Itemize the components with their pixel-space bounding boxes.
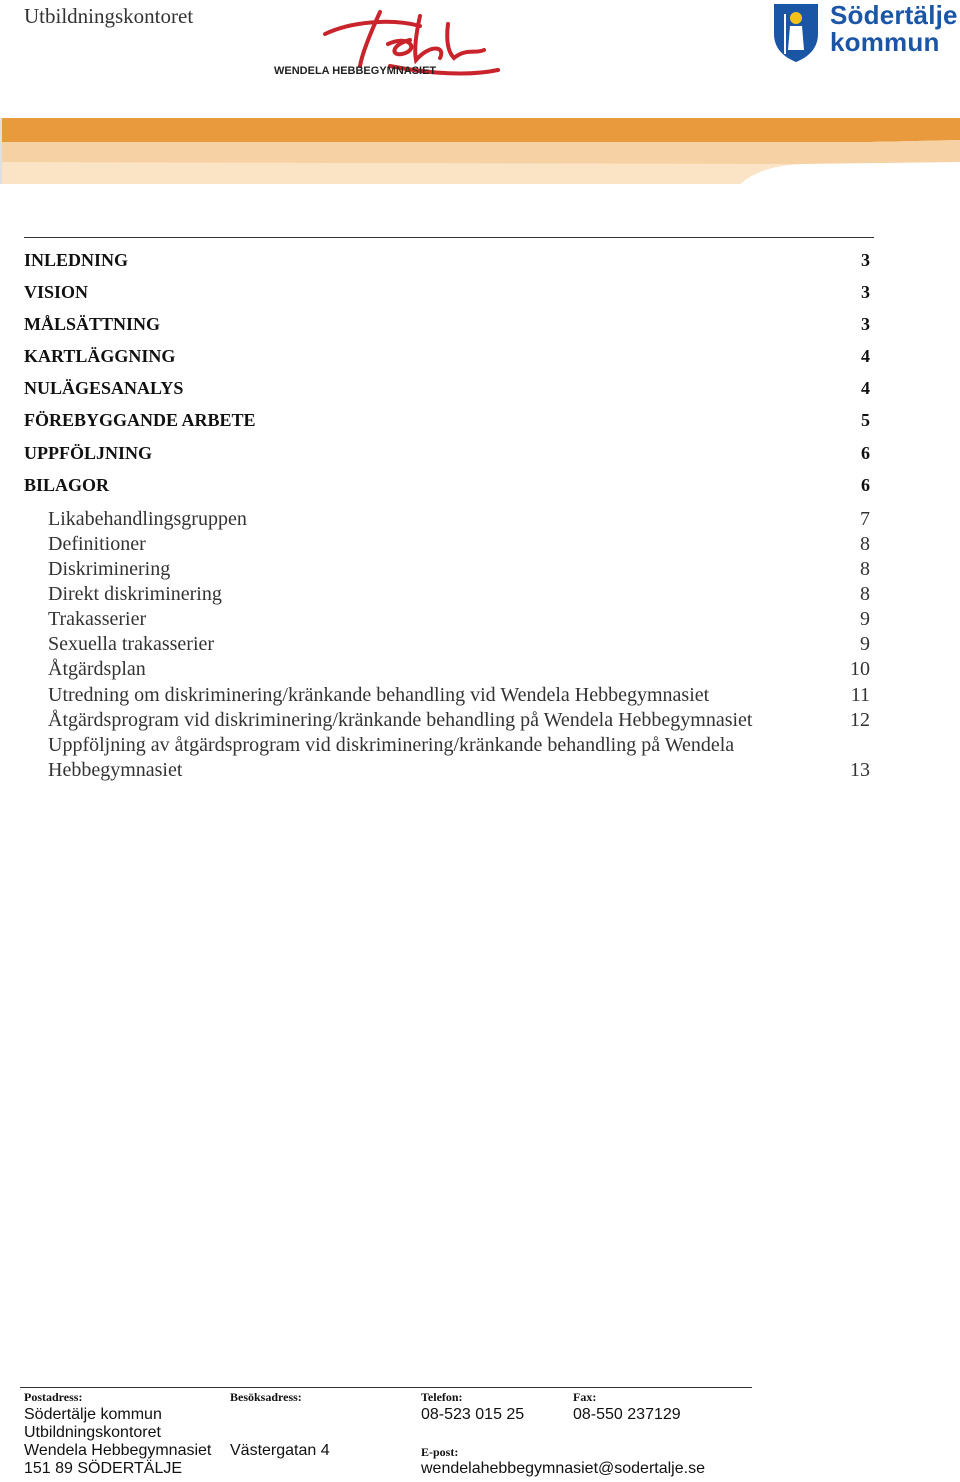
header-banner bbox=[0, 100, 960, 186]
footer-visit-heading: Besöksadress: bbox=[230, 1390, 302, 1404]
toc-subentry-label: Definitioner bbox=[48, 533, 146, 555]
toc-subentry-page: 8 bbox=[860, 558, 870, 580]
toc-entry-page: 3 bbox=[861, 250, 870, 270]
table-of-contents bbox=[24, 237, 874, 781]
toc-entry-page: 5 bbox=[861, 410, 870, 430]
toc-subentry-page: 8 bbox=[860, 583, 870, 605]
city-logo bbox=[770, 0, 958, 66]
toc-entry-label: UPPFÖLJNING bbox=[24, 443, 152, 463]
toc-subentry-label: Diskriminering bbox=[48, 558, 171, 580]
school-logo-text: WENDELA HEBBEGYMNASIET bbox=[274, 65, 437, 77]
page-footer bbox=[20, 1387, 752, 1477]
footer-fax-value: 08-550 237129 bbox=[573, 1406, 681, 1423]
toc-entry-page: 6 bbox=[861, 475, 870, 495]
toc-subentry-page: 8 bbox=[860, 533, 870, 555]
toc-entry-label: KARTLÄGGNING bbox=[24, 346, 176, 366]
toc-subentry-page: 9 bbox=[860, 608, 870, 630]
footer-postal-heading: Postadress: bbox=[24, 1390, 83, 1404]
toc-subentry-label: Likabehandlingsgruppen bbox=[48, 508, 247, 530]
toc-entry-page: 6 bbox=[861, 443, 870, 463]
toc-subentry-page: 9 bbox=[860, 633, 870, 655]
toc-entry-page: 4 bbox=[861, 346, 870, 366]
footer-email-link[interactable]: wendelahebbegymnasiet@sodertalje.se bbox=[421, 1460, 705, 1477]
footer-fax-heading: Fax: bbox=[573, 1390, 597, 1404]
footer-postal-line: 151 89 SÖDERTÄLJE bbox=[24, 1460, 183, 1477]
city-logo-line1: Södertälje bbox=[830, 0, 958, 30]
footer-visit-line: Västergatan 4 bbox=[230, 1442, 330, 1459]
toc-subentry-label: Sexuella trakasserier bbox=[48, 633, 215, 655]
toc-entry-label: VISION bbox=[24, 282, 89, 302]
toc-subentry-label: Hebbegymnasiet bbox=[48, 759, 183, 781]
toc-entry-label: INLEDNING bbox=[24, 250, 129, 270]
toc-subentry-page: 7 bbox=[860, 508, 870, 530]
toc-entry-label: MÅLSÄTTNING bbox=[24, 314, 161, 334]
toc-subentry-label: Direkt diskriminering bbox=[48, 583, 222, 605]
toc-subentry-label: Åtgärdsprogram vid diskriminering/kränkande behandling på Wendela Hebbegymnasiet bbox=[48, 709, 753, 731]
city-logo-line2: kommun bbox=[830, 27, 940, 57]
toc-subentry-label: Utredning om diskriminering/kränkande behandling vid Wendela Hebbegymnasiet bbox=[48, 684, 710, 706]
toc-entry-page: 3 bbox=[861, 314, 870, 334]
city-coat-of-arms-icon bbox=[770, 0, 822, 64]
toc-subentry-page: 13 bbox=[850, 759, 870, 781]
toc-entry-label: FÖREBYGGANDE ARBETE bbox=[24, 410, 256, 430]
toc-entry-page: 3 bbox=[861, 282, 870, 302]
toc-subentry-page: 11 bbox=[850, 684, 870, 706]
toc-entry-page: 4 bbox=[861, 378, 870, 398]
school-logo bbox=[270, 4, 510, 88]
footer-postal-line: Wendela Hebbegymnasiet bbox=[24, 1442, 212, 1459]
toc-subentry-label: Uppföljning av åtgärdsprogram vid diskriminering/kränkande behandling på Wendela bbox=[48, 734, 735, 756]
footer-email-heading: E-post: bbox=[421, 1445, 459, 1459]
toc-entry-label: NULÄGESANALYS bbox=[24, 378, 184, 398]
toc-entry-label: BILAGOR bbox=[24, 475, 110, 495]
toc-subentry-page: 10 bbox=[850, 658, 870, 680]
footer-postal-line: Utbildningskontoret bbox=[24, 1424, 161, 1441]
footer-phone-heading: Telefon: bbox=[421, 1390, 463, 1404]
toc-subentry-label: Åtgärdsplan bbox=[48, 658, 146, 680]
footer-phone-value[interactable]: 08-523 015 25 bbox=[421, 1406, 525, 1423]
org-name: Utbildningskontoret bbox=[24, 4, 194, 28]
signature-logo-icon bbox=[270, 4, 510, 88]
toc-subentry-label: Trakasserier bbox=[48, 608, 147, 630]
footer-postal-line: Södertälje kommun bbox=[24, 1406, 162, 1423]
toc-subentry-page: 12 bbox=[850, 709, 870, 731]
